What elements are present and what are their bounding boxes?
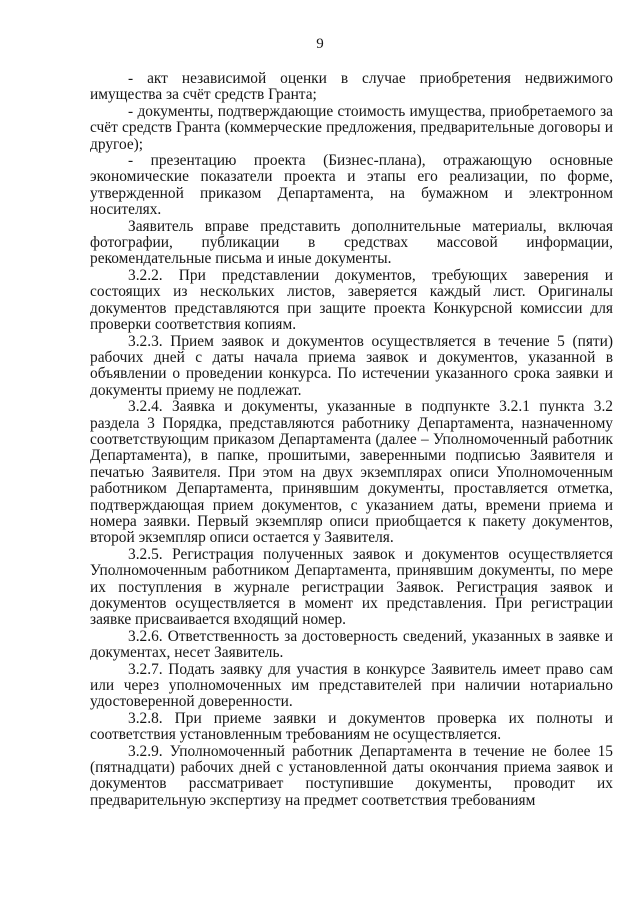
paragraph-4: Заявитель вправе представить дополнительные материалы, включая фотографии, публикации в средствах массовой информации, рекомендательные письма и иные документы.	[90, 217, 613, 268]
paragraph-10: 3.2.7. Подать заявку для участия в конкурсе Заявитель имеет право сам или через уполномоченных им представителей при наличии нотариально удостоверенной доверенности.	[90, 660, 613, 711]
paragraph-5: 3.2.2. При представлении документов, требующих заверения и состоящих из нескольких листов, заверяется каждый лист. Оригиналы документов представляются при защите проекта Конкурсной комиссии для проверки соответствия копиям.	[90, 266, 613, 334]
paragraph-11: 3.2.8. При приеме заявки и документов проверка их полноты и соответствия установленным требованиям не осуществляется.	[90, 709, 613, 744]
document-body	[90, 71, 613, 809]
paragraph-7: 3.2.4. Заявка и документы, указанные в подпункте 3.2.1 пункта 3.2 раздела 3 Порядка, представляются работнику Департамента, назначенному соответствующим приказом Департамента (далее – Уполномоченный работник Департамента), в папке, прошитыми, заверенными подписью Заявителя и печатью Заявителя. При этом на двух экземплярах описи Уполномоченным работником Департамента, принявшим документы, проставляется отметка, подтверждающая прием документов, с указанием даты, времени приема и номера заявки. Первый экземпляр описи приобщается к пакету документов, второй экземпляр описи остается у Заявителя.	[90, 398, 613, 547]
paragraph-9: 3.2.6. Ответственность за достоверность сведений, указанных в заявке и документах, несет Заявитель.	[90, 627, 613, 662]
paragraph-8: 3.2.5. Регистрация полученных заявок и документов осуществляется Уполномоченным работником Департамента, принявшим документы, по мере их поступления в журнале регистрации Заявок. Регистрация заявок и документов осуществляется в момент их представления. При регистрации заявке присваивается входящий номер.	[90, 545, 613, 629]
paragraph-2: - документы, подтверждающие стоимость имущества, приобретаемого за счёт средств Гранта (коммерческие предложения, предварительные договоры и другое);	[90, 102, 613, 153]
paragraph-3: - презентацию проекта (Бизнес-плана), отражающую основные экономические показатели проекта и этапы его реализации, по форме, утвержденной приказом Департамента, на бумажном и электронном носителях.	[90, 152, 613, 219]
paragraph-6: 3.2.3. Прием заявок и документов осуществляется в течение 5 (пяти) рабочих дней с даты начала приема заявок и документов, указанной в объявлении о проведении конкурса. По истечении указанного срока заявки и документы приему не подлежат.	[90, 332, 613, 399]
paragraph-12: 3.2.9. Уполномоченный работник Департамента в течение не более 15 (пятнадцати) рабочих дней с установленной даты окончания приема заявок и документов рассматривает поступившие документы, проводит их предварительную экспертизу на предмет соответствия требованиям	[90, 742, 613, 809]
paragraph-1: - акт независимой оценки в случае приобретения недвижимого имущества за счёт средств Гранта;	[90, 70, 613, 104]
page-number: 9	[316, 36, 324, 52]
